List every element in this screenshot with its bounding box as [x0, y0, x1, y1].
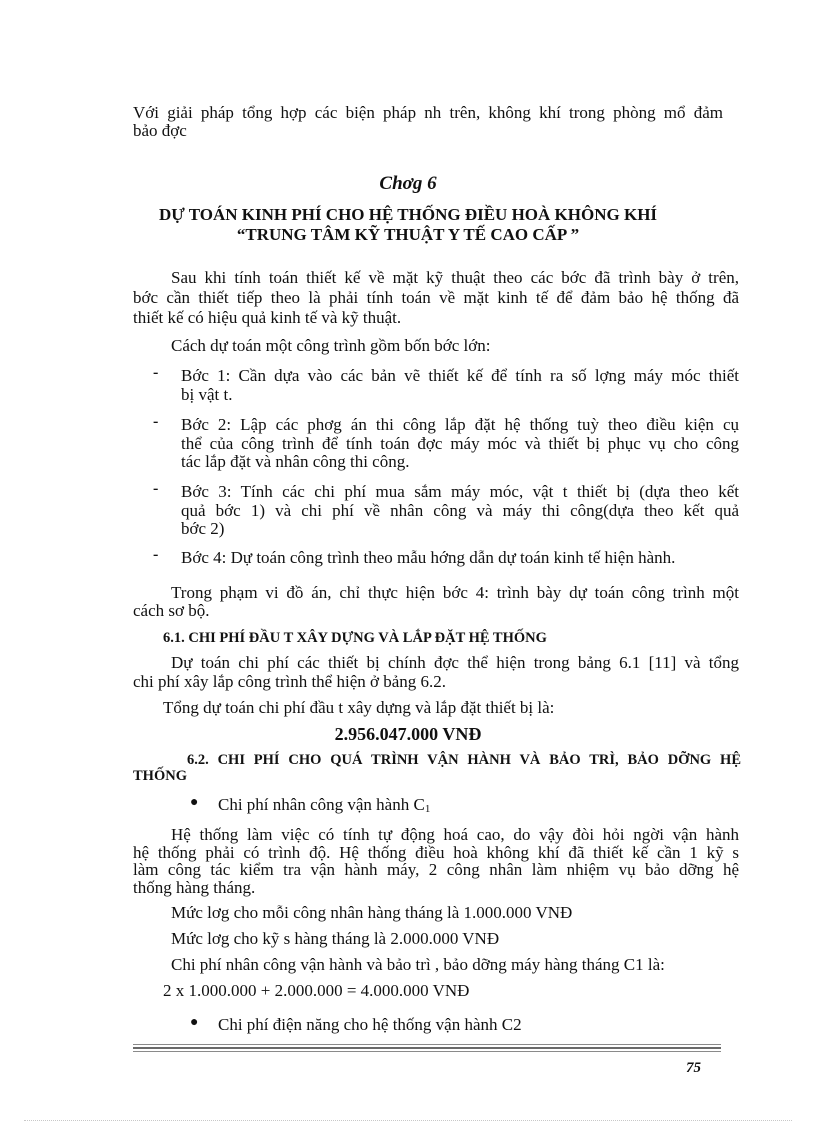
page-bottom-border	[24, 1120, 792, 1121]
section-6-1-p1-line-1: Dự toán chi phí các thiết bị chính đợc thể hiện trong bảng 6.1 [11] và tổng	[171, 653, 739, 672]
step-1-line-2: bị vật t.	[181, 385, 233, 404]
para1-line-2: bớc cần thiết tiếp theo là phải tính toán về mặt kinh tế để đảm bảo hệ thống đã	[133, 288, 739, 307]
footer-rule	[133, 1044, 721, 1045]
section-6-2-p1-line-1: Hệ thống làm việc có tính tự động hoá cao, do vậy đòi hỏi ngời vận hành	[171, 825, 739, 844]
bullet-icon: ●	[190, 795, 199, 810]
bullet-1-subscript: 1	[424, 803, 431, 815]
intro-line-1: Với giải pháp tổng hợp các biện pháp nh trên, không khí trong phòng mổ đảm	[133, 103, 723, 122]
chapter-title-line-2: “TRUNG TÂM KỸ THUẬT Y TẾ CAO CẤP ”	[236, 225, 580, 244]
page-number: 75	[686, 1060, 701, 1076]
section-6-1-p2: Tổng dự toán chi phí đầu t xây dựng và lắp đặt thiết bị là:	[163, 698, 555, 717]
para3-line-2: cách sơ bộ.	[133, 601, 210, 620]
labor-cost-label: Chi phí nhân công vận hành và bảo trì , bảo dỡng máy hàng tháng C1 là:	[171, 955, 665, 974]
step-2-line-3: tác lắp đặt và nhân công thi công.	[181, 452, 410, 471]
para3-line-1: Trong phạm vi đồ án, chỉ thực hiện bớc 4: trình bày dự toán công trình một	[171, 583, 739, 602]
section-6-2-p1-line-4: thống hàng tháng.	[133, 878, 256, 897]
step-3-line-2: quả bớc 1) và chi phí về nhân công và máy thi công(dựa theo kết quả	[181, 501, 739, 520]
step-2-line-1: Bớc 2: Lập các phơg án thi công lắp đặt hệ thống tuỳ theo điều kiện cụ	[181, 415, 739, 434]
section-6-2-heading-line-2: THỐNG	[133, 768, 187, 784]
bullet-1-text: Chi phí nhân công vận hành C	[218, 795, 425, 814]
dash-marker: -	[153, 413, 159, 430]
total-amount: 2.956.047.000 VNĐ	[334, 724, 482, 744]
dash-marker: -	[153, 364, 159, 381]
dash-marker: -	[153, 546, 159, 563]
para1-line-3: thiết kế có hiệu quả kinh tế và kỹ thuật.	[133, 308, 402, 327]
para2: Cách dự toán một công trình gồm bốn bớc lớn:	[171, 336, 491, 355]
bullet-1	[218, 796, 430, 818]
step-2-line-2: thể của công trình để tính toán đợc máy móc và thiết bị phục vụ cho công	[181, 434, 739, 453]
bullet-icon: ●	[190, 1015, 199, 1030]
section-6-1-heading: 6.1. CHI PHÍ ĐẦU T XÂY DỰNG VÀ LẮP ĐẶT HỆ THỐNG	[163, 630, 547, 646]
section-6-2-p1-line-2: hệ thống phải có trình độ. Hệ thống điều hoà không khí đã thiết kế cần 1 kỹ s	[133, 843, 739, 862]
bullet-2: Chi phí điện năng cho hệ thống vận hành C2	[218, 1015, 522, 1034]
wage-engineer: Mức lơg cho kỹ s hàng tháng là 2.000.000 VNĐ	[171, 929, 500, 948]
step-3-line-3: bớc 2)	[181, 519, 225, 538]
footer-rule	[133, 1051, 721, 1052]
section-6-1-p1-line-2: chi phí xây lắp công trình thể hiện ở bảng 6.2.	[133, 672, 447, 691]
step-3-line-1: Bớc 3: Tính các chi phí mua sắm máy móc, vật t thiết bị (dựa theo kết	[181, 482, 739, 501]
section-6-2-p1-line-3: làm công tác kiểm tra vận hành máy, 2 công nhân làm nhiệm vụ bảo dỡng hệ	[133, 860, 739, 879]
step-1-line-1: Bớc 1: Cần dựa vào các bản vẽ thiết kế để tính ra số lợng máy móc thiết	[181, 366, 739, 385]
wage-worker: Mức lơg cho mỗi công nhân hàng tháng là 1.000.000 VNĐ	[171, 903, 573, 922]
section-6-2-heading-line-1: 6.2. CHI PHÍ CHO QUÁ TRÌNH VẬN HÀNH VÀ BẢO TRÌ, BẢO DỠNG HỆ	[187, 752, 741, 768]
chapter-title-line-1: DỰ TOÁN KINH PHÍ CHO HỆ THỐNG ĐIỀU HOÀ KHÔNG KHÍ	[158, 205, 658, 224]
dash-marker: -	[153, 480, 159, 497]
intro-line-2: bảo đợc	[133, 121, 187, 140]
labor-cost-calc: 2 x 1.000.000 + 2.000.000 = 4.000.000 VNĐ	[163, 981, 470, 1000]
chapter-label: Chơg 6	[379, 173, 437, 194]
para1-line-1: Sau khi tính toán thiết kế về mặt kỹ thuật theo các bớc đã trình bày ở trên,	[171, 268, 739, 287]
footer-rule	[133, 1047, 721, 1049]
step-4-line-1: Bớc 4: Dự toán công trình theo mẫu hớng dẫn dự toán kinh tế hiện hành.	[181, 548, 676, 567]
